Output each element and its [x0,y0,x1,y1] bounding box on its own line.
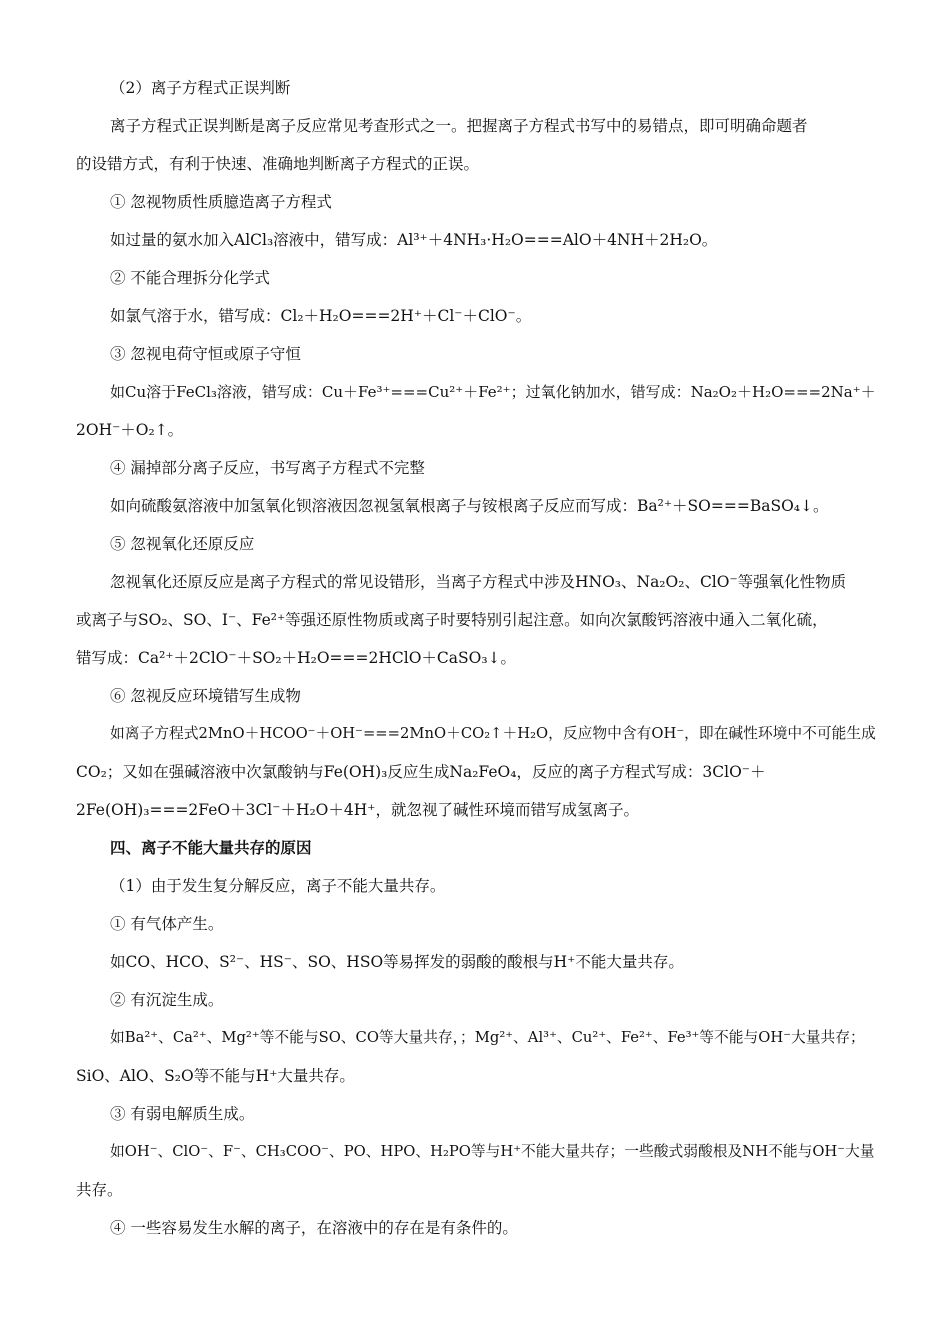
paragraph-line: 如氯气溶于水，错写成：Cl₂＋H₂O===2H⁺＋Cl⁻＋ClO⁻。 [110,307,532,325]
paragraph-line: 如CO、HCO、S²⁻、HS⁻、SO、HSO等易挥发的弱酸的酸根与H⁺不能大量共存。 [110,953,684,971]
paragraph-line: 如OH⁻、ClO⁻、F⁻、CH₃COO⁻、PO、HPO、H₂PO等与H⁺不能大量共存；一些酸式弱酸根及NH不能与OH⁻大量 [110,1143,875,1160]
list-heading: ① 有气体产生。 [110,915,224,933]
list-heading: ④ 漏掉部分离子反应，书写离子方程式不完整 [110,459,425,477]
list-heading: ⑥ 忽视反应环境错写生成物 [110,687,301,705]
subsection-heading: （1）由于发生复分解反应，离子不能大量共存。 [110,877,446,895]
list-heading: ④ 一些容易发生水解的离子，在溶液中的存在是有条件的。 [110,1219,518,1237]
list-heading: ③ 忽视电荷守恒或原子守恒 [110,345,301,363]
paragraph-line: 忽视氧化还原反应是离子方程式的常见设错形，当离子方程式中涉及HNO₃、Na₂O₂、ClO⁻等强氧化性物质 [110,573,847,591]
paragraph-line: CO₂；又如在强碱溶液中次氯酸钠与Fe(OH)₃反应生成Na₂FeO₄，反应的离子方程式写成：3ClO⁻＋ [76,763,766,781]
section-heading: 四、离子不能大量共存的原因 [110,838,312,857]
paragraph-line: 如Cu溶于FeCl₃溶液，错写成：Cu＋Fe³⁺===Cu²⁺＋Fe²⁺；过氧化钠加水，错写成：Na₂O₂＋H₂O===2Na⁺＋ [110,383,876,401]
paragraph-line: 如过量的氨水加入AlCl₃溶液中，错写成：Al³⁺＋4NH₃·H₂O===AlO＋4NH＋2H₂O。 [110,231,718,249]
paragraph-line: 离子方程式正误判断是离子反应常见考查形式之一。把握离子方程式书写中的易错点，即可明确命题者 [110,117,808,135]
paragraph-line: 如向硫酸氨溶液中加氢氧化钡溶液因忽视氢氧根离子与铵根离子反应而写成：Ba²⁺＋SO===BaSO₄↓。 [110,497,829,515]
paragraph-line: 或离子与SO₂、SO、I⁻、Fe²⁺等强还原性物质或离子时要特别引起注意。如向次氯酸钙溶液中通入二氧化硫， [76,611,828,629]
list-heading: ② 有沉淀生成。 [110,991,224,1009]
list-heading: ① 忽视物质性质臆造离子方程式 [110,193,332,211]
paragraph-line: 的设错方式，有利于快速、准确地判断离子方程式的正误。 [76,155,480,173]
paragraph-line: 2OH⁻＋O₂↑。 [76,421,184,439]
subsection-heading: （2）离子方程式正误判断 [110,79,291,97]
paragraph-line: SiO、AlO、S₂O等不能与H⁺大量共存。 [76,1067,355,1085]
paragraph-line: 2Fe(OH)₃===2FeO＋3Cl⁻＋H₂O＋4H⁺，就忽视了碱性环境而错写成氢离子。 [76,801,639,819]
paragraph-line: 共存。 [76,1181,123,1199]
list-heading: ② 不能合理拆分化学式 [110,269,270,287]
paragraph-line: 如离子方程式2MnO＋HCOO⁻＋OH⁻===2MnO＋CO₂↑＋H₂O，反应物中含有OH⁻，即在碱性环境中不可能生成 [110,725,876,742]
list-heading: ③ 有弱电解质生成。 [110,1105,255,1123]
paragraph-line: 错写成：Ca²⁺＋2ClO⁻＋SO₂＋H₂O===2HClO＋CaSO₃↓。 [76,649,517,667]
paragraph-line: 如Ba²⁺、Ca²⁺、Mg²⁺等不能与SO、CO等大量共存，；Mg²⁺、Al³⁺、Cu²⁺、Fe²⁺、Fe³⁺等不能与OH⁻大量共存； [110,1029,865,1046]
list-heading: ⑤ 忽视氧化还原反应 [110,535,255,553]
